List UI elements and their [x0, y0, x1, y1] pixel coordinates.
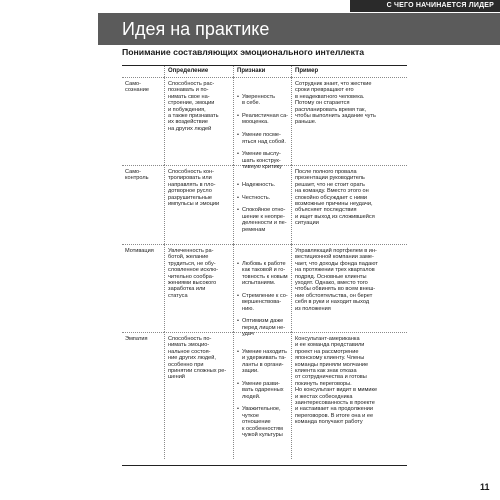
sign-item: • Стремление к со- вершенствова- нию. [237, 293, 289, 312]
emotional-intelligence-table [122, 66, 407, 459]
table-bottom-rule [122, 465, 407, 466]
running-head: С ЧЕГО НАЧИНАЕТСЯ ЛИДЕР [350, 0, 500, 12]
sign-item: • Умение находить и удерживать та- ланты в органи- зации. [237, 349, 289, 375]
column-header-example: Пример [291, 66, 407, 77]
sign-item: • Спокойное отно- шение к неопре- деленности и пе- ременам [237, 207, 289, 233]
sign-item: • Умение выслу- шать конструк- тивную критику [237, 151, 289, 170]
row-definition-self-awareness: Способность рас- познавать и по- нимать свое на- строение, эмоции и побуждения, а также признавать их воздействие на других людей [164, 77, 233, 165]
column-header-definition: Определение [164, 66, 233, 77]
sign-item: • Надежность. [237, 182, 289, 188]
row-example-self-regulation: После полного провала презентации руководитель решает, что не стоит орать на команду. Вместо этого он спокойно обсуждает с ними возможные причины неудачи, объясняет последствия и ищет выход из сложившейся ситуации [291, 165, 407, 244]
row-definition-motivation: Увлеченность ра- ботой, желание трудиться, не обу- словленное исклю- чительно сообра- жениями высокого заработка или статуса [164, 244, 233, 332]
sign-item: • Уважительное, чуткое отношение к особенностям чужой культуры [237, 406, 289, 438]
row-term-empathy: Эмпатия [122, 332, 164, 459]
sign-item: • Уверенность в себе. [237, 94, 289, 107]
sign-item: • Умение разви- вать одаренных людей. [237, 381, 289, 400]
table-title: Понимание составляющих эмоционального интеллекта [122, 47, 365, 57]
row-signs-self-regulation [233, 165, 291, 244]
row-signs-self-awareness [233, 77, 291, 171]
row-definition-self-regulation: Способность кон- тролировать или направлять в пло- дотворное русло разрушительные импульсы и эмоции [164, 165, 233, 244]
column-header-term [122, 66, 164, 77]
row-example-empathy: Консультант-американка и ее команда представили проект на рассмотрение японскому клиенту. Члены команды приняли молчание клиента как знак отказа от сотрудничества и готовы покинуть переговоры. Но консультант видит в мимике и жестах собеседника заинтересованность в проекте и настаивает на продолжении переговоров. В итоге она и ее команда получают работу [291, 332, 407, 459]
row-signs-motivation [233, 244, 291, 338]
sign-item: • Реалистичная са- мооценка. [237, 113, 289, 126]
row-signs-empathy [233, 332, 291, 459]
sign-item: • Любовь к работе как таковой и го- товность к новым испытаниям. [237, 261, 289, 287]
row-term-self-awareness: Само- сознание [122, 77, 164, 165]
row-example-motivation: Управляющий портфелем в ин- вестиционной компании заме- чает, что доходы фонда падают на протяжении трех кварталов подряд. Основные клиенты уходят. Однако, вместо того чтобы обвинять во всем внеш- ние обстоятельства, он берет себя в руки и находит выход из положения [291, 244, 407, 332]
section-title: Идея на практике [98, 13, 500, 45]
column-header-signs: Признаки [233, 66, 291, 77]
page-number: 11 [480, 482, 490, 492]
sign-item: • Оптимизм даже перед лицом не- удач [237, 318, 289, 337]
row-term-self-regulation: Само- контроль [122, 165, 164, 244]
row-definition-empathy: Способность по- нимать эмоцио- нальное состоя- ние других людей, особенно при принятии сложных ре- шений [164, 332, 233, 459]
row-example-self-awareness: Сотрудник знает, что жесткие сроки превращают его в неадекватного человека. Потому он старается распланировать время так, чтобы выполнить задание чуть раньше. [291, 77, 407, 165]
sign-item: • Умение посме- яться над собой. [237, 132, 289, 145]
row-term-motivation: Мотивация [122, 244, 164, 332]
sign-item: • Честность. [237, 195, 289, 201]
